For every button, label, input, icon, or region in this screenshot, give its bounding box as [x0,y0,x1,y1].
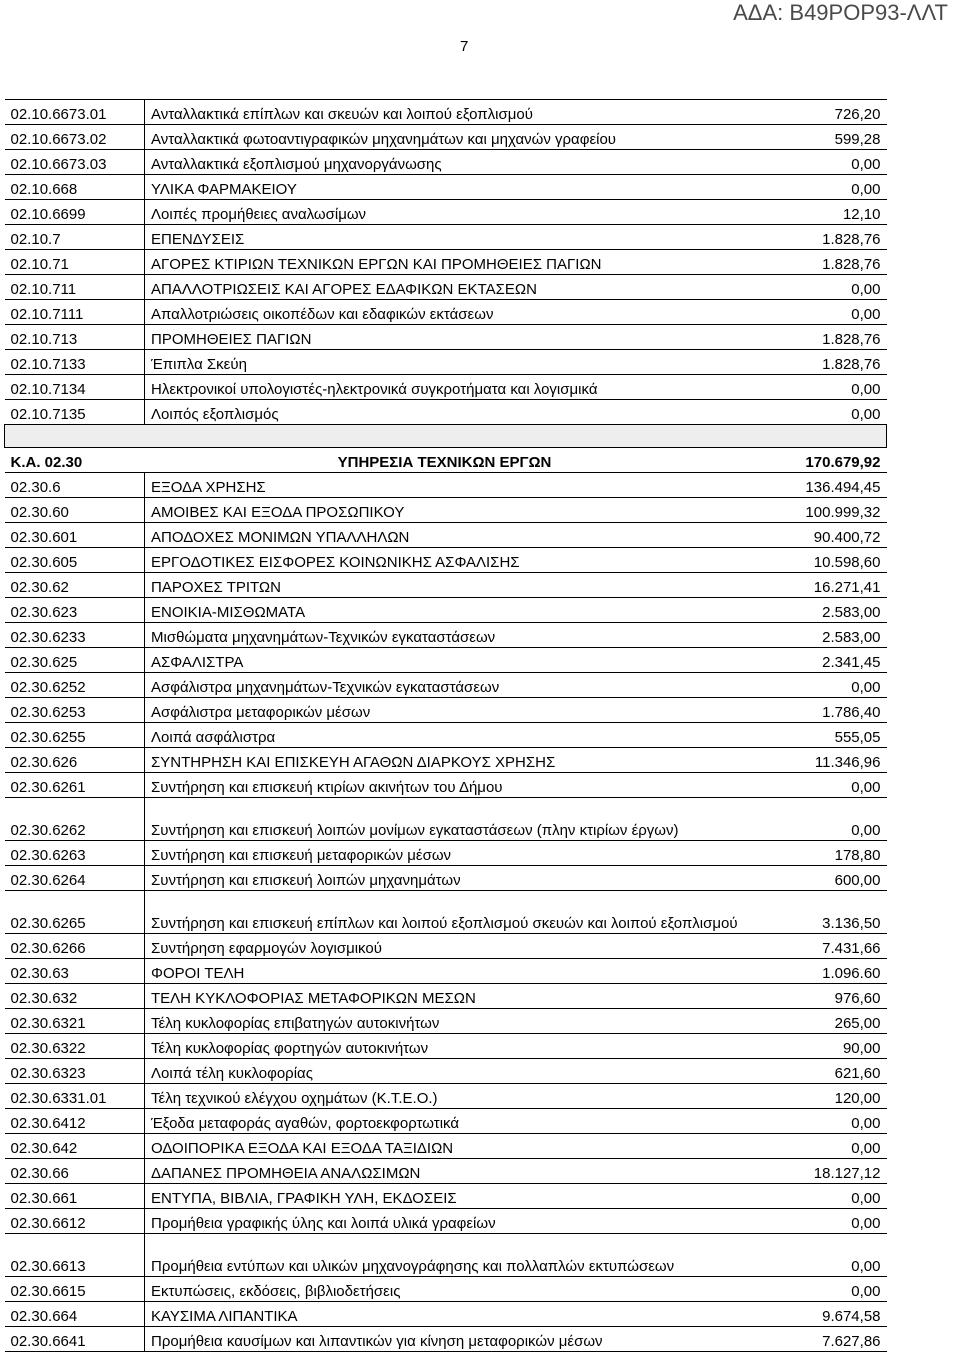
table-row [5,400,887,425]
table-row [5,598,887,623]
table-row [5,300,887,325]
row-desc: Λοιπές προμήθειες αναλωσίμων [145,200,745,225]
table-row [5,375,887,400]
table-row [5,325,887,350]
row-amount: 1.828,76 [745,225,887,250]
table-row [5,798,887,841]
table-row [5,1209,887,1234]
row-amount: 976,60 [745,984,887,1009]
row-amount: 11.346,96 [745,748,887,773]
row-desc: ΥΛΙΚΑ ΦΑΡΜΑΚΕΙΟΥ [145,175,745,200]
row-code: 02.30.6322 [5,1034,145,1059]
row-code: 02.30.6641 [5,1327,145,1352]
row-code: 02.30.6613 [5,1234,145,1277]
row-desc: Συντήρηση και επισκευή μεταφορικών μέσων [145,841,745,866]
row-desc: ΔΑΠΑΝΕΣ ΠΡΟΜΗΘΕΙΑ ΑΝΑΛΩΣΙΜΩΝ [145,1159,745,1184]
table-row [5,573,887,598]
table-row [5,891,887,934]
budget-section [5,425,887,473]
row-desc: Λοιπά τέλη κυκλοφορίας [145,1059,745,1084]
row-code: 02.30.6262 [5,798,145,841]
row-code: 02.10.7111 [5,300,145,325]
row-desc: ΑΓΟΡΕΣ ΚΤΙΡΙΩΝ ΤΕΧΝΙΚΩΝ ΕΡΓΩΝ ΚΑΙ ΠΡΟΜΗΘΕΙΕΣ ΠΑΓΙΩΝ [145,250,745,275]
row-desc: Συντήρηση και επισκευή επίπλων και λοιπού εξοπλισμού σκευών και λοιπού εξοπλισμού [145,891,745,934]
table-row [5,473,887,498]
row-desc: Ηλεκτρονικοί υπολογιστές-ηλεκτρονικά συγκροτήματα και λογισμικά [145,375,745,400]
row-desc: ΦΟΡΟΙ ΤΕΛΗ [145,959,745,984]
row-desc: Ανταλλακτικά φωτοαντιγραφικών μηχανημάτων και μηχανών γραφείου [145,125,745,150]
table-row [5,841,887,866]
row-code: 02.30.6321 [5,1009,145,1034]
row-amount: 0,00 [745,798,887,841]
table-row [5,934,887,959]
row-code: 02.30.6252 [5,673,145,698]
table-row [5,866,887,891]
table-row [5,523,887,548]
table-row [5,1277,887,1302]
row-code: 02.30.6323 [5,1059,145,1084]
row-desc: Μισθώματα μηχανημάτων-Τεχνικών εγκαταστάσεων [145,623,745,648]
table-row [5,959,887,984]
row-code: 02.10.7135 [5,400,145,425]
row-desc: Ανταλλακτικά επίπλων και σκευών και λοιπού εξοπλισμού [145,100,745,125]
row-code: 02.30.632 [5,984,145,1009]
row-code: 02.30.60 [5,498,145,523]
row-code: 02.10.711 [5,275,145,300]
row-desc: Προμήθεια καυσίμων και λιπαντικών για κίνηση μεταφορικών μέσων [145,1327,745,1352]
table-row [5,250,887,275]
row-amount: 1.828,76 [745,250,887,275]
row-code: 02.30.6253 [5,698,145,723]
table-row [5,350,887,375]
row-amount: 3.136,50 [745,891,887,934]
row-code: 02.30.63 [5,959,145,984]
table-row [5,100,887,125]
row-desc: Έπιπλα Σκεύη [145,350,745,375]
row-amount: 726,20 [745,100,887,125]
row-code: 02.30.661 [5,1184,145,1209]
row-desc: ΠΡΟΜΗΘΕΙΕΣ ΠΑΓΙΩΝ [145,325,745,350]
row-desc: Ανταλλακτικά εξοπλισμού μηχανοργάνωσης [145,150,745,175]
row-amount: 0,00 [745,673,887,698]
table-row [5,673,887,698]
row-desc: Απαλλοτριώσεις οικοπέδων και εδαφικών εκτάσεων [145,300,745,325]
row-desc: ΑΣΦΑΛΙΣΤΡΑ [145,648,745,673]
row-amount: 1.828,76 [745,350,887,375]
row-amount: 0,00 [745,1184,887,1209]
row-desc: ΤΕΛΗ ΚΥΚΛΟΦΟΡΙΑΣ ΜΕΤΑΦΟΡΙΚΩΝ ΜΕΣΩΝ [145,984,745,1009]
row-amount: 10.598,60 [745,548,887,573]
row-code: 02.10.6673.02 [5,125,145,150]
row-desc: Εκτυπώσεις, εκδόσεις, βιβλιοδετήσεις [145,1277,745,1302]
row-desc: Λοιπός εξοπλισμός [145,400,745,425]
row-code: 02.30.664 [5,1302,145,1327]
row-amount: 0,00 [745,150,887,175]
table-row [5,498,887,523]
table-row [5,648,887,673]
row-desc: Τέλη τεχνικού ελέγχου οχημάτων (Κ.Τ.Ε.Ο.) [145,1084,745,1109]
row-desc: ΕΝΟΙΚΙΑ-ΜΙΣΘΩΜΑΤΑ [145,598,745,623]
budget-rows-top [5,100,887,425]
row-code: 02.30.625 [5,648,145,673]
row-desc: Τέλη κυκλοφορίας επιβατηγών αυτοκινήτων [145,1009,745,1034]
row-desc: Λοιπά ασφάλιστρα [145,723,745,748]
row-amount: 555,05 [745,723,887,748]
row-amount: 120,00 [745,1084,887,1109]
row-amount: 1.786,40 [745,698,887,723]
table-row [5,1234,887,1277]
row-code: 02.10.7 [5,225,145,250]
row-amount: 0,00 [745,375,887,400]
row-code: 02.30.6 [5,473,145,498]
row-desc: Συντήρηση και επισκευή λοιπών μονίμων εγκαταστάσεων (πλην κτιρίων έργων) [145,798,745,841]
row-amount: 9.674,58 [745,1302,887,1327]
row-amount: 0,00 [745,275,887,300]
budget-rows-bottom [5,473,887,1352]
row-desc: Ασφάλιστρα μηχανημάτων-Τεχνικών εγκαταστάσεων [145,673,745,698]
row-amount: 1.828,76 [745,325,887,350]
row-desc: Έξοδα μεταφοράς αγαθών, φορτοεκφορτωτικά [145,1109,745,1134]
row-desc: ΕΠΕΝΔΥΣΕΙΣ [145,225,745,250]
row-code: 02.30.66 [5,1159,145,1184]
row-amount: 621,60 [745,1059,887,1084]
table-row [5,698,887,723]
row-amount: 12,10 [745,200,887,225]
row-amount: 0,00 [745,1109,887,1134]
row-desc: Συντήρηση και επισκευή κτιρίων ακινήτων του Δήμου [145,773,745,798]
row-amount: 2.341,45 [745,648,887,673]
row-code: 02.30.605 [5,548,145,573]
row-code: 02.30.6266 [5,934,145,959]
row-desc: ΚΑΥΣΙΜΑ ΛΙΠΑΝΤΙΚΑ [145,1302,745,1327]
section-code: Κ.Α. 02.30 [5,448,145,473]
row-desc: ΕΝΤΥΠΑ, ΒΙΒΛΙΑ, ΓΡΑΦΙΚΗ ΥΛΗ, ΕΚΔΟΣΕΙΣ [145,1184,745,1209]
table-row [5,275,887,300]
row-amount: 0,00 [745,1277,887,1302]
table-row [5,1034,887,1059]
row-amount: 0,00 [745,300,887,325]
table-row [5,623,887,648]
row-amount: 2.583,00 [745,598,887,623]
row-code: 02.10.6699 [5,200,145,225]
row-amount: 0,00 [745,1209,887,1234]
row-desc: Ασφάλιστρα μεταφορικών μέσων [145,698,745,723]
row-code: 02.10.71 [5,250,145,275]
table-row [5,1059,887,1084]
row-amount: 0,00 [745,400,887,425]
row-desc: Συντήρηση και επισκευή λοιπών μηχανημάτων [145,866,745,891]
row-code: 02.10.6673.01 [5,100,145,125]
row-amount: 1.096.60 [745,959,887,984]
row-amount: 16.271,41 [745,573,887,598]
row-code: 02.30.642 [5,1134,145,1159]
row-desc: ΟΔΟΙΠΟΡΙΚΑ ΕΞΟΔΑ ΚΑΙ ΕΞΟΔΑ ΤΑΞΙΔΙΩΝ [145,1134,745,1159]
row-desc: Προμήθεια γραφικής ύλης και λοιπά υλικά γραφείων [145,1209,745,1234]
row-desc: ΑΠΟΔΟΧΕΣ ΜΟΝΙΜΩΝ ΥΠΑΛΛΗΛΩΝ [145,523,745,548]
row-amount: 0,00 [745,175,887,200]
row-desc: Τέλη κυκλοφορίας φορτηγών αυτοκινήτων [145,1034,745,1059]
row-code: 02.30.6331.01 [5,1084,145,1109]
row-code: 02.10.668 [5,175,145,200]
row-amount: 0,00 [745,1134,887,1159]
row-desc: ΣΥΝΤΗΡΗΣΗ ΚΑΙ ΕΠΙΣΚΕΥΗ ΑΓΑΘΩΝ ΔΙΑΡΚΟΥΣ ΧΡΗΣΗΣ [145,748,745,773]
table-row [5,773,887,798]
table-row [5,548,887,573]
table-row [5,1184,887,1209]
table-row [5,1327,887,1352]
row-amount: 18.127,12 [745,1159,887,1184]
row-desc: Συντήρηση εφαρμογών λογισμικού [145,934,745,959]
row-amount: 2.583,00 [745,623,887,648]
table-row [5,1084,887,1109]
table-row [5,723,887,748]
table-row [5,1134,887,1159]
row-code: 02.30.6615 [5,1277,145,1302]
ada-code: ΑΔΑ: Β49ΡΟΡ93-ΛΛΤ [733,0,948,25]
row-code: 02.30.6264 [5,866,145,891]
table-row [5,1009,887,1034]
row-code: 02.10.7134 [5,375,145,400]
row-code: 02.30.6261 [5,773,145,798]
section-title: ΥΠΗΡΕΣΙΑ ΤΕΧΝΙΚΩΝ ΕΡΓΩΝ [145,448,745,473]
row-code: 02.30.6265 [5,891,145,934]
row-code: 02.30.6612 [5,1209,145,1234]
row-amount: 0,00 [745,1234,887,1277]
table-row [5,225,887,250]
row-amount: 178,80 [745,841,887,866]
row-amount: 0,00 [745,773,887,798]
row-desc: Προμήθεια εντύπων και υλικών μηχανογράφησης και πολλαπλών εκτυπώσεων [145,1234,745,1277]
row-code: 02.30.6263 [5,841,145,866]
row-amount: 7.627,86 [745,1327,887,1352]
row-amount: 90.400,72 [745,523,887,548]
table-row [5,1159,887,1184]
row-code: 02.30.6233 [5,623,145,648]
row-code: 02.30.6412 [5,1109,145,1134]
spacer-row [5,425,887,448]
row-code: 02.30.623 [5,598,145,623]
section-header-row [5,448,887,473]
row-code: 02.30.601 [5,523,145,548]
table-row [5,1109,887,1134]
row-amount: 90,00 [745,1034,887,1059]
row-amount: 7.431,66 [745,934,887,959]
row-code: 02.30.6255 [5,723,145,748]
table-row [5,984,887,1009]
row-desc: ΠΑΡΟΧΕΣ ΤΡΙΤΩΝ [145,573,745,598]
table-row [5,125,887,150]
table-row [5,748,887,773]
row-code: 02.30.62 [5,573,145,598]
row-desc: ΑΠΑΛΛΟΤΡΙΩΣΕΙΣ ΚΑΙ ΑΓΟΡΕΣ ΕΔΑΦΙΚΩΝ ΕΚΤΑΣΕΩΝ [145,275,745,300]
row-desc: ΕΡΓΟΔΟΤΙΚΕΣ ΕΙΣΦΟΡΕΣ ΚΟΙΝΩΝΙΚΗΣ ΑΣΦΑΛΙΣΗΣ [145,548,745,573]
table-row [5,1302,887,1327]
table-row [5,150,887,175]
row-amount: 265,00 [745,1009,887,1034]
row-amount: 100.999,32 [745,498,887,523]
row-code: 02.30.626 [5,748,145,773]
row-amount: 600,00 [745,866,887,891]
table-row [5,200,887,225]
table-row [5,175,887,200]
row-desc: ΕΞΟΔΑ ΧΡΗΣΗΣ [145,473,745,498]
row-code: 02.10.6673.03 [5,150,145,175]
section-amount: 170.679,92 [745,448,887,473]
page-number: 7 [460,38,469,55]
budget-table [4,99,887,1352]
row-desc: ΑΜΟΙΒΕΣ ΚΑΙ ΕΞΟΔΑ ΠΡΟΣΩΠΙΚΟΥ [145,498,745,523]
row-amount: 599,28 [745,125,887,150]
row-code: 02.10.7133 [5,350,145,375]
row-amount: 136.494,45 [745,473,887,498]
row-code: 02.10.713 [5,325,145,350]
